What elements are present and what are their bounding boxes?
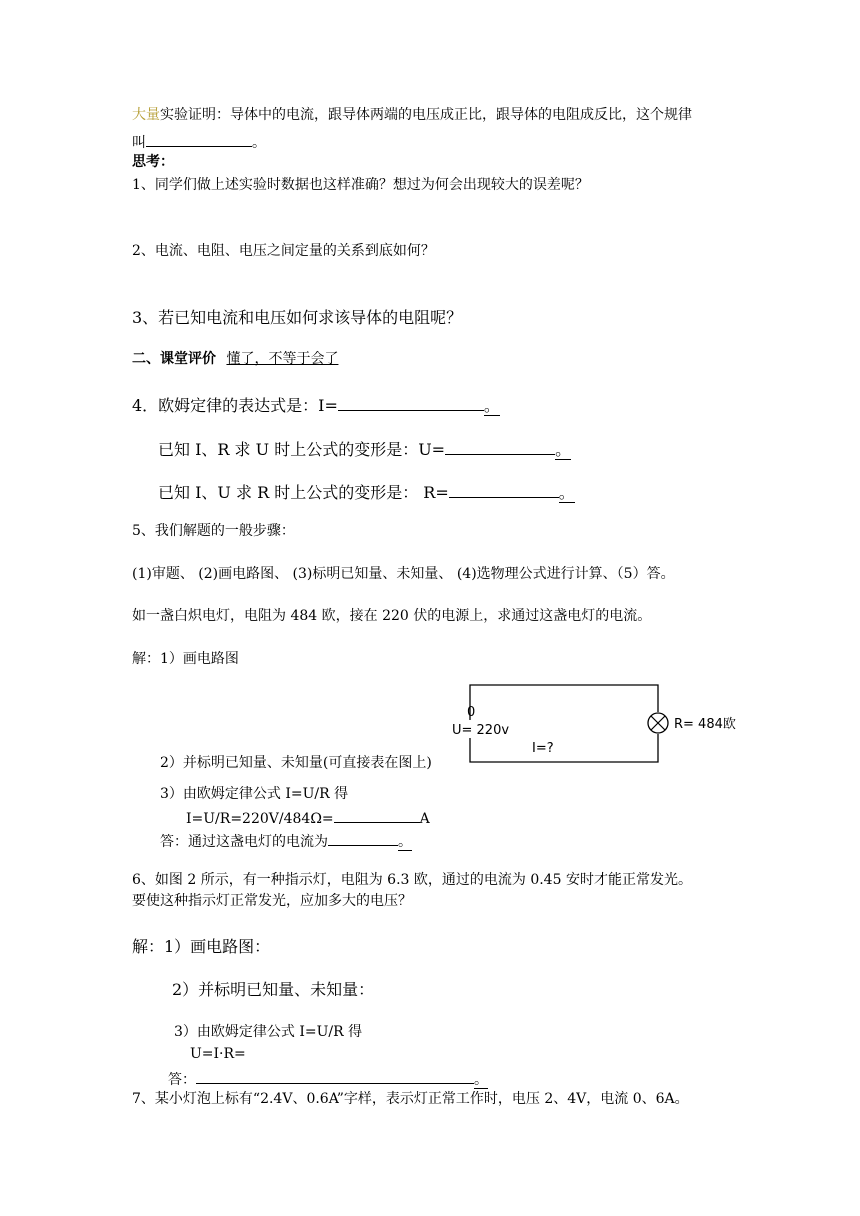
q5-title: 5、我们解题的一般步骤： [132, 523, 295, 539]
q4-line-3-text: 已知 I、U 求 R 时上公式的变形是： R= [158, 483, 449, 502]
current-label: I=? [532, 741, 554, 756]
q5-answer-text: 答：通过这盏电灯的电流为 [160, 834, 328, 850]
q6-line-1: 6、如图 2 所示，有一种指示灯，电阻为 6.3 欧，通过的电流为 0.45 安时才能正常发光。 [132, 872, 692, 888]
intro-line-2-text: 叫 [132, 135, 146, 151]
q4-blank-1[interactable] [338, 394, 484, 411]
lamp-icon [648, 713, 668, 733]
q5-answer [160, 831, 412, 849]
q4-period-2: 。 [555, 440, 572, 459]
circuit-wire-bottom [470, 734, 658, 762]
q5-solution-step-2: 2）并标明已知量、未知量(可直接表在图上) [160, 755, 432, 771]
q4-blank-3[interactable] [449, 481, 559, 498]
q5-solution-step-1: 解：1）画电路图 [132, 651, 239, 667]
resistance-label: R= 484欧 [674, 717, 736, 732]
q5-calc-text: I=U/R=220V/484Ω= [186, 811, 334, 827]
intro-line-1 [132, 108, 692, 122]
think-question-3: 3、若已知电流和电压如何求该导体的电阻呢？ [132, 308, 463, 327]
q4-blank-2[interactable] [445, 438, 555, 455]
q5-steps: (1)审题、 (2)画电路图、 (3)标明已知量、未知量、 (4)选物理公式进行计算、（5）答。 [132, 566, 675, 582]
intro-accent: 大量 [132, 107, 160, 123]
q7-line-1: 7、某小灯泡上标有“2.4V、0.6A”字样，表示灯正常工作时，电压 2、4V，电流 0、6A。 [132, 1091, 689, 1107]
q6-solution-step-1: 解：1）画电路图： [132, 937, 271, 956]
q5-calc [186, 808, 430, 826]
law-name-blank[interactable] [146, 132, 252, 147]
q6-answer-text: 答： [168, 1072, 196, 1088]
q4-period-3: 。 [558, 483, 575, 502]
q5-answer-period: 。 [398, 834, 412, 850]
circuit-wire-top [470, 685, 658, 720]
q6-answer-blank[interactable] [196, 1069, 474, 1084]
q5-problem: 如一盏白炽电灯，电阻为 484 欧，接在 220 伏的电源上，求通过这盏电灯的电流。 [132, 608, 652, 624]
intro-line-2 [132, 132, 266, 150]
intro-text: 实验证明：导体中的电流，跟导体两端的电压成正比，跟导体的电阻成反比，这个规律 [160, 107, 692, 123]
think-question-1: 1、同学们做上述实验时数据也这样准确？想过为何会出现较大的误差呢？ [132, 177, 589, 193]
q6-solution-step-3: 3）由欧姆定律公式 I=U/R 得 [174, 1024, 363, 1040]
q4-line-1 [132, 394, 500, 414]
think-question-2: 2、电流、电阻、电压之间定量的关系到底如何？ [132, 243, 435, 259]
think-heading: 思考： [132, 154, 174, 170]
section-2-title: 二、课堂评价 [132, 351, 216, 367]
q4-period-1: 。 [483, 396, 500, 415]
voltage-label: U= 220v [452, 723, 510, 738]
section-2-heading [132, 352, 338, 366]
q4-line-3 [158, 481, 575, 501]
q4-line-2-text: 已知 I、R 求 U 时上公式的变形是：U= [158, 440, 446, 459]
q5-solution-step-3: 3）由欧姆定律公式 I=U/R 得 [160, 786, 349, 802]
section-2-slogan: 懂了，不等于会了 [226, 351, 339, 367]
q4-line-1-text: 4．欧姆定律的表达式是：I= [132, 396, 338, 415]
q6-line-2: 要使这种指示灯正常发光，应加多大的电压？ [132, 893, 412, 909]
q6-calc: U=I·R= [190, 1046, 246, 1062]
circuit-diagram [448, 680, 748, 770]
q5-calc-blank[interactable] [334, 808, 420, 823]
q6-answer [168, 1069, 488, 1087]
intro-period: 。 [252, 135, 266, 151]
q4-line-2 [158, 438, 571, 458]
q5-calc-unit: A [419, 811, 430, 827]
q5-answer-blank[interactable] [328, 831, 398, 846]
q6-answer-period: 。 [474, 1072, 488, 1088]
q6-solution-step-2: 2）并标明已知量、未知量： [172, 980, 375, 999]
terminal-mark: 0 [467, 705, 476, 720]
